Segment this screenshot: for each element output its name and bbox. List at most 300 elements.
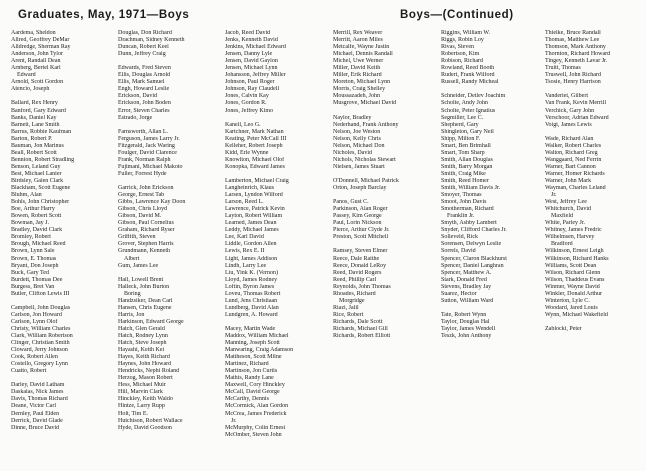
graduate-name: Suarez, Hector (441, 290, 477, 297)
graduate-name: Blackham, Scott Eugene (11, 185, 71, 192)
graduate-name: Bradford (551, 241, 573, 248)
graduate-name: Hess, Michael Muir (118, 382, 166, 389)
graduate-name: Teszk, John Anthony (441, 333, 492, 340)
graduate-name: Christy, William Charles (11, 325, 71, 332)
graduate-name: Whitchurch, David (545, 206, 591, 213)
graduate-name: Daskalas, Nick James (11, 389, 64, 396)
group-spacer (441, 86, 541, 93)
graduate-name: Wilson, Thaddeus Evans (545, 276, 605, 283)
graduate-name: Thomas, Matthew Lee (545, 37, 600, 44)
graduate-name: Winmer, Wayne David (545, 283, 600, 290)
graduate-name: Hatch, Rodney Lynn (118, 333, 168, 340)
group-spacer (118, 58, 220, 65)
graduate-name: Shipp, Milton F. (441, 135, 481, 142)
graduate-name: Allred, Geoffrey DeMar (11, 37, 70, 44)
graduate-name: Taylor, James Wendell (441, 325, 496, 332)
graduate-name: Rice, Robert (333, 311, 364, 318)
graduate-name: Dinne, Bruce David (11, 424, 60, 431)
graduate-name: Riazi, Jalil (333, 304, 359, 311)
group-spacer (118, 270, 220, 277)
graduate-name: Snyder, Clifford Charles Jr. (441, 227, 507, 234)
graduate-name: Riggins, William W. (441, 30, 490, 36)
graduate-name: Merrill, Rex Weaver (333, 30, 383, 36)
graduate-name: Nelson, Michael Don (333, 142, 385, 149)
graduate-name: Bowman, Jay J. (11, 220, 49, 227)
graduate-name: Jenkins, Michael Edward (225, 44, 286, 51)
graduate-name: Barrus, Robbie Kaufman (11, 128, 72, 135)
graduate-name: Clinger, Christian Smith (11, 340, 70, 347)
graduate-name: Johnson, Ray Claudell (225, 86, 280, 93)
graduate-name: Burgess, Bret Van (11, 283, 55, 290)
graduate-name: Wilkinson, Ernest Leigh (545, 248, 604, 255)
graduate-name: Walton, Richard Greg (545, 149, 598, 156)
graduate-name: Rudert, Frank Wilford (441, 72, 495, 79)
graduate-name: Passey, Kim George (333, 213, 382, 220)
graduate-name: Stevens, Bradley Jay (441, 283, 492, 290)
graduate-name: Gibson, Paul Cornelius (118, 220, 174, 227)
graduate-name: Richards, Michael Gill (333, 325, 388, 332)
graduate-name: Kartchner, Mark Nathan (225, 128, 284, 135)
graduate-name: Zablocki, Peter (545, 325, 582, 332)
group-spacer (545, 319, 645, 326)
graduate-name: Butler, Clifton Lewis III (11, 290, 70, 297)
graduate-name: Derrick, David Glade (11, 417, 63, 424)
graduate-name: Jacob, Reed David (225, 30, 271, 36)
graduate-name: Verschoor, Adrian Edward (545, 114, 609, 121)
graduate-name: Garrick, John Erickson (118, 185, 174, 192)
graduate-name: Whitney, James Fredric (545, 227, 602, 234)
graduate-name: Dunn, Jeffrey Craig (118, 51, 166, 58)
graduate-name: Smart, Tom Sharp (441, 149, 485, 156)
graduate-name: Benson, Leland Guy (11, 163, 61, 170)
graduate-name: Spencer, Claron Blackhurst (441, 255, 507, 262)
graduate-name: Wilson, Richard Glenn (545, 269, 601, 276)
graduate-name: Solleveld, Rick (441, 234, 478, 241)
graduate-name: Ellis, Mark Samuel (118, 79, 165, 86)
graduate-name: Wynn, Michael Wakefield (545, 311, 608, 318)
graduate-name: Dernley, Paul Elden (11, 410, 60, 417)
graduate-name: Rowland, Reed Booth (441, 65, 495, 72)
graduate-name: Spencer, Daniel Langhran (441, 262, 504, 269)
group-spacer (333, 192, 437, 199)
graduate-name: Arent, Randall Dean (11, 58, 61, 65)
graduate-name: McCrea, James Frederick (225, 410, 287, 417)
graduate-name: Gibson, David M. (118, 213, 162, 220)
graduate-name: Anderson, John Tylor (11, 51, 63, 58)
name-column-5 (441, 30, 541, 340)
graduate-name: Beall, Robert Scott (11, 149, 57, 156)
graduate-name: Costello, Gregory Lynn (11, 361, 68, 368)
graduate-name: Winkler, Donald Arthur (545, 290, 603, 297)
graduate-name: Arnberg, Bertel Karl (11, 65, 61, 72)
graduate-name: Duncan, Robert Keel (118, 44, 169, 51)
graduate-name: Davis, Thomas Richard (11, 396, 68, 403)
graduate-name: Thielke, Bruce Randall (545, 30, 601, 36)
graduate-name: Maxfield (551, 213, 573, 220)
graduate-name: Manwaring, Craig Adamson (225, 347, 294, 354)
graduate-name: Lloyd, James Rodney (225, 276, 278, 283)
graduate-name: Manning, Joseph Scott (225, 340, 280, 347)
graduate-name: Parkinson, Alan Roger (333, 206, 388, 213)
graduate-name: Van Frank, Kevin Merrill (545, 100, 606, 107)
graduate-name: Jones, Calvin Kay (225, 93, 269, 100)
graduate-name: Jensen, Danny Lyle (225, 51, 273, 58)
graduate-name: Warner, Bart Cannon (545, 163, 596, 170)
group-spacer (11, 298, 113, 305)
group-spacer (118, 122, 220, 129)
graduate-name: Hall, Lowell Brent (118, 276, 164, 283)
graduate-name: Fuller, Forrest Hyde (118, 170, 167, 177)
graduate-name: Griffith, Steven (118, 234, 156, 241)
graduate-name: Farnsworth, Allan L. (118, 128, 168, 135)
graduate-name: Arnold, Scott Gordon (11, 79, 64, 86)
graduate-name: Bradley, David Clark (11, 227, 63, 234)
graduate-name: Bluhm, Alan (11, 192, 42, 199)
graduate-name: Smart, Ben Brimhall (441, 142, 491, 149)
graduate-name: Rhoades, Richard (333, 290, 376, 297)
graduate-name: Hayashi, Keith Kei (118, 347, 165, 354)
graduate-name: Miller, David Keith (333, 65, 381, 72)
graduate-name: Hendricks, Nephi Roland (118, 368, 180, 375)
graduate-name: Jones, Gordon R. (225, 100, 267, 107)
graduate-name: Sutton, William Ward (441, 297, 494, 304)
group-spacer (333, 171, 437, 178)
graduate-name: McCarthy, Dennis (225, 396, 269, 403)
graduate-name: Harkinson, Edward George (118, 318, 184, 325)
graduate-name: Haynes, John Howard (118, 361, 172, 368)
graduate-name: Nicholes, David (333, 149, 372, 156)
graduate-name: Smotherman, Richard (441, 206, 494, 213)
graduate-name: Kidd, Erle Wynne (225, 149, 269, 156)
group-spacer (118, 178, 220, 185)
graduate-name: Loftin, Byron James (225, 283, 275, 290)
group-spacer (333, 241, 437, 248)
graduate-name: George, Ernest Tab (118, 192, 165, 199)
graduate-name: Moreton, Michael Lynn (333, 79, 391, 86)
graduate-name: Holt, Tim E. (118, 410, 149, 417)
graduate-name: Russell, Randy Micheal (441, 79, 499, 86)
group-spacer (225, 171, 329, 178)
graduate-name: Richards, Robert Elliott (333, 333, 391, 340)
graduate-name: Reed, Phillip Carl (333, 276, 377, 283)
graduate-name: Orton, Joseph Barclay (333, 185, 387, 192)
graduate-name: Darley, David Latham (11, 382, 65, 389)
graduate-name: Bohls, John Christopher (11, 199, 70, 206)
graduate-name: Winterton, Lyle C. (545, 297, 590, 304)
graduate-name: Gibbs, Lawrence Kay Doon (118, 199, 186, 206)
graduate-name: Alldredge, Sherman Ray (11, 44, 71, 51)
graduate-name: Reynolds, John Thomas (333, 283, 391, 290)
graduate-name: Boe, Arthur Harry (11, 206, 55, 213)
graduate-name: Martinez, Richard (225, 361, 269, 368)
graduate-name: Hatch, Steve Joseph (118, 340, 167, 347)
graduate-name: Scholte, Andy John (441, 100, 488, 107)
graduate-name: Best, Michael Lanier (11, 170, 62, 177)
graduate-name: Carlson, Jon Howard (11, 311, 62, 318)
graduate-name: Albert (124, 255, 140, 262)
graduate-name: Voigt, James Lewis (545, 121, 592, 128)
graduate-name: Maxwell, Cory Hinckley (225, 382, 285, 389)
graduate-name: Truitt, Thomas (545, 65, 581, 72)
graduate-name: Erickson, John Boden (118, 100, 171, 107)
graduate-name: Michel, Uwe Werner (333, 58, 384, 65)
graduate-name: Smoot, John Davis (441, 199, 487, 206)
graduate-name: Harris, Jon (118, 311, 145, 318)
graduate-name: Metcalfe, Wayne Justin (333, 44, 390, 51)
group-spacer (225, 319, 329, 326)
graduate-name: Wayman, Charles Leland (545, 185, 606, 192)
graduate-name: Nichols, Nicholas Stewart (333, 156, 396, 163)
graduate-name: Lamberton, Michael Craig (225, 177, 289, 184)
graduate-name: Taylor, Douglas Hal (441, 318, 490, 325)
graduate-name: Hutchison, Robert Wallace (118, 417, 183, 424)
graduate-name: Aardema, Sheldon (11, 30, 56, 36)
graduate-name: Smoyer, Thomas (441, 192, 482, 199)
graduate-name: Segmiller, Lee C. (441, 114, 484, 121)
graduate-name: Douglas, Don Richard (118, 30, 172, 36)
graduate-name: Larsen, Lyndon Wilford (225, 192, 283, 199)
graduate-name: Wade, Richard Alan (545, 135, 594, 142)
graduate-name: Brough, Michael Reed (11, 241, 66, 248)
graduate-name: Keating, Peter McCall III (225, 135, 287, 142)
graduate-name: Schneider, Detlev Joachim (441, 93, 506, 100)
graduate-name: Erickson, David (118, 93, 157, 100)
graduate-name: Kanell, Leo G. (225, 121, 261, 128)
name-column-2 (118, 30, 220, 432)
page-title: Graduates, May, 1971—Boys (18, 9, 190, 21)
graduate-name: Bauman, Jon Marinus (11, 142, 64, 149)
graduate-name: Edwards, Fred Steven (118, 65, 171, 72)
graduate-name: Graham, Richard Ryser (118, 227, 175, 234)
graduate-name: Vanderiet, Gilbert (545, 93, 588, 100)
graduate-name: Verchick, Gary John (545, 107, 595, 114)
graduate-name: Jensen, David Gaylon (225, 58, 278, 65)
graduate-name: Mattheson, Scott Milne (225, 354, 282, 361)
graduate-name: Nelson, Kelly Chris (333, 135, 381, 142)
graduate-name: Loveu, Thomas Robert (225, 290, 281, 297)
graduate-name: Smith, Allan Douglas (441, 156, 493, 163)
graduate-name: Preston, Scott Mitchell (333, 234, 389, 241)
name-column-6 (545, 30, 645, 333)
graduate-name: Thomson, Mark Anthony (545, 44, 606, 51)
graduate-name: Lund, Jens Christiaan (225, 297, 278, 304)
graduate-name: Estrado, Jorge (118, 114, 153, 121)
group-spacer (11, 375, 113, 382)
graduate-name: Smith, William Davis Jr. (441, 185, 501, 192)
graduate-name: Bromley, Robert (11, 234, 51, 241)
graduate-name: Robertson, Kim (441, 51, 480, 58)
graduate-name: Ramsey, Steven Elmer (333, 248, 388, 255)
graduate-name: Learned, James Dean (225, 220, 277, 227)
name-column-4 (333, 30, 437, 340)
graduate-name: Deane, Victor Carl (11, 403, 57, 410)
continued-heading: Boys—(Continued) (400, 9, 514, 21)
graduate-name: Lindh, Larry Lee (225, 262, 267, 269)
graduate-name: Riggs, Robin Loy (441, 37, 484, 44)
graduate-name: Hayes, Keith Richard (118, 354, 170, 361)
graduate-name: Hansen, Chris Eugene (118, 304, 172, 311)
graduate-name: Morgridge (339, 297, 365, 304)
graduate-name: Robison, Richard (441, 58, 483, 65)
graduate-name: Nielsen, James Stuart (333, 163, 385, 170)
graduate-name: Wanggaard, Ned Ferrin (545, 156, 602, 163)
graduate-name: Drachman, Sidney Kenneth (118, 37, 185, 44)
graduate-name: Michael, Dennis Randall (333, 51, 393, 58)
graduate-name: Sorrels, David (441, 248, 476, 255)
graduate-name: Reece, Dale Raithe (333, 255, 380, 262)
graduate-name: Jr. (231, 417, 237, 424)
graduate-name: Buck, Gary Ted (11, 269, 49, 276)
graduate-name: Franklin Jr. (447, 213, 475, 220)
graduate-name: Burdett, Thomas Dee (11, 276, 63, 283)
graduate-name: Miller, Erik Richard (333, 72, 382, 79)
graduate-name: Fujimani, Michael Makoto (118, 163, 183, 170)
graduate-name: Ellis, Douglas Arnold (118, 72, 171, 79)
graduate-name: Carlson, Lynn Olof (11, 318, 58, 325)
graduate-name: Jones, Jeffrey Kimo (225, 107, 274, 114)
graduate-name: McMurphy, Colin Ernest (225, 424, 286, 431)
graduate-name: Panos, Gust C. (333, 199, 369, 206)
graduate-name: Layton, Robert William (225, 213, 283, 220)
graduate-name: Smyth, Ashby Lambert (441, 220, 497, 227)
graduate-name: McOmber, Steven John (225, 431, 282, 438)
graduate-name: Edward (17, 72, 36, 79)
graduate-name: Gum, James Lee (118, 262, 159, 269)
graduate-name: Leddy, Michael James (225, 227, 279, 234)
graduate-name: Woodard, Jared Louis (545, 304, 598, 311)
graduate-name: Spencer, Matthew A. (441, 269, 492, 276)
graduate-name: Walker, Robert Charles (545, 142, 602, 149)
graduate-name: Liddle, Gordon Allen (225, 241, 277, 248)
graduate-name: Ballard, Rex Henry (11, 100, 58, 107)
name-column-1 (11, 30, 113, 432)
graduate-name: Halleck, John Burton (118, 283, 170, 290)
graduate-name: Truswell, John Richard (545, 72, 601, 79)
graduate-name: Boring (124, 290, 141, 297)
graduate-name: Stark, Donald Fred (441, 276, 487, 283)
graduate-name: Shepherd, Gary (441, 121, 479, 128)
graduate-name: White, Parley Jr. (545, 220, 585, 227)
graduate-name: Barnett, Lane Smith (11, 121, 60, 128)
graduate-name: McCormick, Alan Gordon (225, 403, 289, 410)
graduate-name: Liu, Yink K. (Vernon) (225, 269, 278, 276)
graduate-name: Grover, Stephen Harris (118, 241, 174, 248)
graduate-name: Jr. (551, 192, 557, 199)
graduate-name: Cook, Robert Allen (11, 354, 58, 361)
graduate-name: Hintze, Larry Rupp (118, 403, 165, 410)
graduate-name: Barton, Robert P. (11, 135, 53, 142)
graduate-name: Reed, David Rogers (333, 269, 382, 276)
graduate-name: Bowen, Robert Scott (11, 213, 62, 220)
graduate-name: Herzog, Mason Robert (118, 375, 173, 382)
graduate-name: West, Jeffrey Lee (545, 199, 587, 206)
graduate-name: Smith, Barry Morgan (441, 163, 493, 170)
group-spacer (545, 129, 645, 136)
graduate-name: Merritt, Aaron Miles (333, 37, 383, 44)
graduate-name: Smith, Reed Homer (441, 177, 489, 184)
graduate-name: Lewis, Rex E. II (225, 248, 265, 255)
graduate-name: Gibson, Chris Lloyd (118, 206, 168, 213)
graduate-name: Maddox, William Michael (225, 333, 289, 340)
graduate-name: Foulger, David Clarence (118, 149, 177, 156)
graduate-name: Brown, Lynn Sale (11, 248, 55, 255)
graduate-name: Hinckley, Keith Waldo (118, 396, 173, 403)
graduate-name: Clark, William Robertson (11, 333, 73, 340)
group-spacer (545, 86, 645, 93)
graduate-name: Hyde, David Goodson (118, 424, 172, 431)
graduate-name: Birdsley, Galen Clark (11, 177, 64, 184)
graduate-name: Williams, Scott Dean (545, 262, 597, 269)
graduate-name: Larson, Reed L. (225, 199, 264, 206)
graduate-name: Tate, Robert Wynn (441, 311, 487, 318)
graduate-name: Frank, Norman Ralph (118, 156, 171, 163)
group-spacer (333, 108, 437, 115)
graduate-name: Cuatto, Robert (11, 368, 47, 375)
graduate-name: Mathis, Randy Lane (225, 375, 274, 382)
graduate-name: Knowlton, Michael Olof (225, 156, 285, 163)
graduate-name: Tingey, Kenneth Lavar Jr. (545, 58, 608, 65)
graduate-name: Brown, E. Thomas (11, 255, 57, 262)
graduate-name: Wilkinson, Richard Hanks (545, 255, 609, 262)
graduate-name: Cloward, Jerry Johnson (11, 347, 68, 354)
graduate-name: Pierce, Arthur Clyde Jr. (333, 227, 390, 234)
graduate-name: Smith, Craig Mike (441, 170, 486, 177)
graduate-name: Jenks, Kenneth David (225, 37, 278, 44)
name-column-3 (225, 30, 329, 439)
graduate-name: Engh, Howard Leslie (118, 86, 170, 93)
graduate-name: Kelleher, Robert Joseph (225, 142, 283, 149)
graduate-name: Fitzgerald, Jack Waring (118, 142, 175, 149)
graduate-name: Campbell, John Douglas (11, 304, 71, 311)
graduate-name: Martinson, Jon Curtis (225, 368, 278, 375)
graduate-name: Error, Steven Charles (118, 107, 170, 114)
graduate-name: Wilhelmsen, Harvey (545, 234, 595, 241)
graduate-name: Reece, Donald LeRoy (333, 262, 387, 269)
graduate-name: Richards, Dale Scott (333, 318, 383, 325)
graduate-name: Konopka, Edward James (225, 163, 285, 170)
graduate-name: Hill, Marvin Clark (118, 389, 163, 396)
graduate-name: Grundmann, Kenneth (118, 248, 170, 255)
graduate-name: Moussazadeh, John (333, 93, 380, 100)
graduate-name: Light, James Addison (225, 255, 278, 262)
graduate-name: O'Donnell, Michael Patrick (333, 177, 399, 184)
group-spacer (441, 305, 541, 312)
group-spacer (225, 115, 329, 122)
graduate-name: Johansson, Jeffrey Miller (225, 72, 286, 79)
group-spacer (11, 93, 113, 100)
graduate-name: Warner, John Mark (545, 177, 592, 184)
graduate-name: Lundberg, David Alan (225, 304, 279, 311)
graduate-name: Tsosie, Henry Harrison (545, 79, 601, 86)
graduate-name: Sorensen, Delwyn Leslie (441, 241, 502, 248)
graduate-name: Lee, Karl David (225, 234, 264, 241)
graduate-name: Banford, Gary Edward (11, 107, 66, 114)
graduate-name: Paul, Lorin Nickson (333, 220, 382, 227)
graduate-name: Nederhand, Frank Anthony (333, 121, 399, 128)
graduate-name: Morris, Craig Shelley (333, 86, 386, 93)
graduate-name: Warner, Homer Richards (545, 170, 605, 177)
graduate-name: Musgrove, Michael David (333, 100, 397, 107)
graduate-name: Lundgren, A. Howard (225, 311, 278, 318)
graduate-name: Rivas, Steven (441, 44, 474, 51)
graduate-name: Atencio, Joseph (11, 86, 50, 93)
graduate-name: Bennion, Robert Stradling (11, 156, 75, 163)
graduate-name: Banks, Daniel Kay (11, 114, 57, 121)
graduate-name: Ferguson, James Larry Jr. (118, 135, 180, 142)
graduate-name: Nelson, Joe Weston (333, 128, 381, 135)
graduate-name: Scholte, Peter Ignatius (441, 107, 496, 114)
graduate-name: Langheinrich, Klaus (225, 185, 274, 192)
